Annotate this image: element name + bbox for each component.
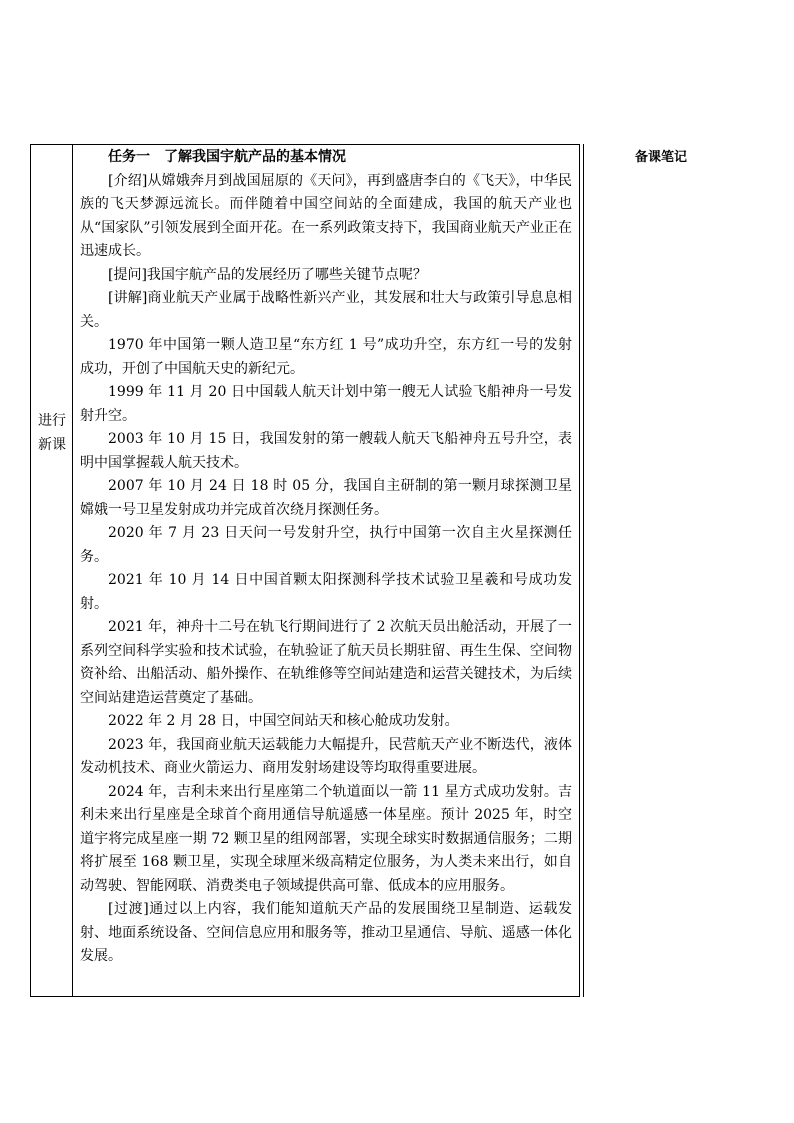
paragraph-2021-xihe: 2021 年 10 月 14 日中国首颗太阳探测科学技术试验卫星羲和号成功发射。 xyxy=(80,572,572,612)
notes-title: 备课笔记 xyxy=(635,150,688,165)
paragraph-2023: 2023 年，我国商业航天运载能力大幅提升，民营航天产业不断迭代，液体发动机技术、商业火箭运力、商用发射场建设等均取得重要进展。 xyxy=(80,736,572,776)
lesson-content xyxy=(80,146,572,969)
paragraph-1970: 1970 年中国第一颗人造卫星“东方红 1 号”成功升空，东方红一号的发射成功，开创了中国航天史的新纪元。 xyxy=(80,337,572,377)
stage-column xyxy=(31,145,73,996)
paragraph-2003: 2003 年 10 月 15 日，我国发射的第一艘载人航天飞船神舟五号升空，表明中国掌握载人航天技术。 xyxy=(80,431,572,471)
paragraph-1999: 1999 年 11 月 20 日中国载人航天计划中第一艘无人试验飞船神舟一号发射升空。 xyxy=(80,384,572,424)
paragraph-2007: 2007 年 10 月 24 日 18 时 05 分，我国自主研制的第一颗月球探测卫星嫦娥一号卫星发射成功并完成首次绕月探测任务。 xyxy=(80,478,572,518)
notes-divider xyxy=(583,144,584,997)
paragraph-2024: 2024 年，吉利未来出行星座第二个轨道面以一箭 11 星方式成功发射。吉利未来出行星座是全球首个商用通信导航遥感一体星座。预计 2025 年，时空道宇将完成星座一期 72 颗卫星的组网部署，实现全球实时数据通信服务；二期将扩展至 168 颗卫星，实现全球厘米级高精定位服务，为人类未来出行，如自动驾驶、智能网联、消费类电子领域提供高可靠、低成本的应用服务。 xyxy=(80,783,572,894)
paragraph-explain: [讲解]商业航天产业属于战略性新兴产业，其发展和壮大与政策引导息息相关。 xyxy=(80,290,572,330)
task-title: 任务一 了解我国宇航产品的基本情况 xyxy=(108,149,346,165)
paragraph-transition: [过渡]通过以上内容，我们能知道航天产品的发展围绕卫星制造、运载发射、地面系统设备、空间信息应用和服务等，推动卫星通信、导航、遥感一体化发展。 xyxy=(80,901,572,964)
paragraph-question: [提问]我国宇航产品的发展经历了哪些关键节点呢？ xyxy=(108,266,427,283)
stage-label-line-2: 新课 xyxy=(38,437,66,453)
paragraph-2021-shenzhou: 2021 年，神舟十二号在轨飞行期间进行了 2 次航天员出舱活动，开展了一系列空间科学实验和技术试验，在轨验证了航天员长期驻留、再生生保、空间物资补给、出船活动、船外操作、在轨维修等空间站建造和运营关键技术，为后续空间站建造运营奠定了基础。 xyxy=(80,619,572,706)
stage-label-line-1: 进行 xyxy=(38,413,66,429)
stage-label xyxy=(31,409,73,457)
paragraph-intro: [介绍]从嫦娥奔月到战国屈原的《天问》，再到盛唐李白的《飞天》，中华民族的飞天梦源远流长。而伴随着中国空间站的全面建成，我国的航天产业也从“国家队”引领发展到全面开花。在一系列政策支持下，我国商业航天产业正在迅速成长。 xyxy=(80,172,572,259)
paragraph-2022: 2022 年 2 月 28 日，中国空间站天和核心舱成功发射。 xyxy=(108,713,459,729)
paragraph-2020: 2020 年 7 月 23 日天问一号发射升空，执行中国第一次自主火星探测任务。 xyxy=(80,525,572,565)
